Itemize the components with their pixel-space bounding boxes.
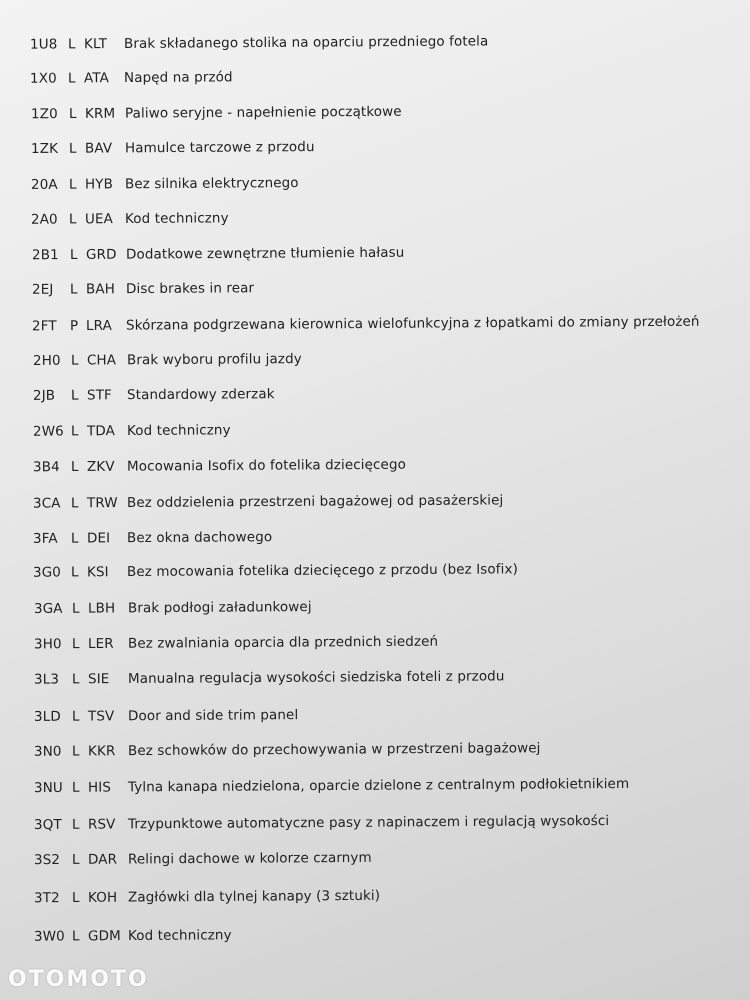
option-flag: L: [67, 70, 76, 87]
option-description: Bez mocowania fotelika dziecięcego z przodu (bez Isofix): [126, 561, 518, 581]
option-code: 3H0: [33, 636, 62, 653]
option-flag: L: [70, 458, 79, 476]
option-short-code: HYB: [84, 176, 114, 193]
option-row: [33, 386, 275, 404]
option-code: 2EJ: [31, 281, 54, 298]
option-code: 2JB: [32, 387, 56, 404]
option-code: 3QT: [33, 816, 62, 834]
option-row: [34, 668, 505, 687]
option-short-code: CHA: [86, 352, 117, 369]
option-short-code: TSV: [87, 708, 115, 725]
option-code: 1U8: [29, 36, 58, 53]
option-description: Bez okna dachowego: [126, 529, 273, 547]
option-row: [34, 707, 298, 725]
option-flag: L: [71, 671, 80, 688]
option-description: Kod techniczny: [126, 422, 231, 440]
option-row: [32, 245, 405, 264]
option-code: 3W0: [33, 928, 65, 945]
option-description: Trzypunktowe automatyczne pasy z napinaczem i regulacją wysokości: [127, 812, 610, 833]
option-short-code: SIE: [87, 671, 110, 688]
option-row: [30, 69, 233, 86]
option-description: Standardowy zderzak: [126, 386, 275, 404]
option-code: 1ZK: [30, 140, 59, 157]
option-row: [32, 280, 254, 298]
option-description: Door and side trim panel: [127, 707, 299, 725]
option-flag: L: [70, 352, 79, 369]
option-row: [33, 457, 406, 476]
option-short-code: KRM: [84, 105, 116, 122]
option-short-code: KOH: [87, 889, 118, 906]
option-description: Kod techniczny: [127, 927, 232, 945]
option-short-code: ZKV: [86, 458, 115, 475]
option-code: 2A0: [30, 211, 58, 228]
option-flag: L: [68, 140, 77, 157]
option-short-code: DAR: [87, 851, 118, 868]
option-flag: L: [70, 423, 79, 440]
option-row: [31, 104, 402, 123]
option-flag: L: [69, 281, 78, 298]
option-short-code: LBH: [87, 600, 116, 617]
option-row: [34, 888, 380, 906]
option-flag: L: [68, 105, 77, 123]
option-row: [31, 210, 229, 227]
option-code: 20A: [30, 176, 58, 193]
option-short-code: TRW: [86, 495, 118, 512]
option-flag: L: [70, 495, 79, 512]
option-flag: L: [71, 779, 80, 796]
option-code: 3L3: [33, 671, 60, 688]
option-flag: L: [70, 387, 79, 404]
option-flag: L: [71, 928, 80, 945]
option-code: 2W6: [32, 423, 64, 440]
option-row: [34, 634, 438, 653]
option-code: 2H0: [32, 352, 61, 369]
option-row: [31, 175, 299, 193]
option-flag: L: [71, 889, 80, 906]
option-row: [34, 813, 609, 833]
option-short-code: UEA: [84, 211, 114, 228]
option-code: 3GA: [33, 600, 63, 617]
option-description: Relingi dachowe w kolorze czarnym: [127, 849, 372, 868]
option-flag: L: [70, 564, 79, 581]
option-description: Paliwo seryjne - napełnienie początkowe: [124, 103, 402, 122]
option-description: Bez oddzielenia przestrzeni bagażowej od pasażerskiej: [126, 492, 504, 511]
option-short-code: STF: [86, 387, 112, 404]
option-description: Tylna kanapa niedzielona, oparcie dzielone z centralnym podłokietnikiem: [127, 775, 630, 796]
option-short-code: LRA: [85, 317, 112, 334]
otomoto-watermark-logo: OTOMOTO: [8, 967, 149, 992]
option-row: [33, 561, 518, 580]
option-code: 3CA: [32, 495, 61, 512]
option-short-code: KSI: [86, 564, 109, 581]
option-flag: L: [69, 246, 78, 264]
option-row: [34, 740, 541, 760]
option-code: 3T2: [33, 890, 60, 907]
option-code: 2FT: [31, 318, 57, 335]
option-flag: L: [71, 600, 80, 617]
option-short-code: BAH: [85, 281, 116, 298]
option-row: [33, 351, 302, 369]
option-short-code: KLT: [83, 36, 108, 53]
option-description: Bez schowków do przechowywania w przestrzeni bagażowej: [127, 740, 541, 760]
option-short-code: BAV: [84, 140, 113, 157]
option-code: 1X0: [29, 70, 57, 87]
option-flag: L: [71, 851, 80, 868]
option-description: Brak składanego stolika na oparciu przedniego fotela: [123, 33, 489, 52]
option-row: [31, 139, 315, 157]
option-description: Hamulce tarczowe z przodu: [124, 139, 315, 157]
option-short-code: LER: [87, 635, 114, 653]
option-row: [34, 927, 232, 944]
option-description: Bez silnika elektrycznego: [124, 175, 299, 193]
option-code: 3S2: [33, 851, 61, 869]
option-flag: P: [69, 318, 79, 335]
option-flag: L: [68, 211, 77, 228]
option-row: [33, 492, 503, 511]
option-row: [33, 529, 272, 547]
option-row: [34, 776, 629, 796]
option-code: 3G0: [32, 564, 62, 581]
option-description: Brak wyboru profilu jazdy: [126, 351, 302, 369]
option-short-code: GRD: [85, 246, 117, 263]
option-short-code: HIS: [87, 779, 112, 796]
option-description: Dodatkowe zewnętrzne tłumienie hałasu: [125, 244, 405, 263]
option-code: 3LD: [33, 708, 61, 725]
option-description: Kod techniczny: [124, 210, 229, 228]
option-description: Brak podłogi załadunkowej: [127, 599, 312, 617]
option-code: 2B1: [31, 247, 59, 264]
option-short-code: RSV: [87, 816, 116, 833]
option-row: [34, 850, 372, 868]
option-row: [30, 33, 488, 52]
option-flag: L: [68, 176, 77, 193]
option-flag: L: [71, 636, 80, 653]
option-code: 3FA: [32, 530, 58, 547]
option-flag: L: [71, 708, 80, 725]
option-code: 3NU: [33, 779, 63, 797]
option-description: Napęd na przód: [123, 69, 233, 87]
option-description: Disc brakes in rear: [125, 280, 255, 298]
option-row: [33, 422, 231, 439]
option-description: Zagłówki dla tylnej kanapy (3 sztuki): [127, 887, 381, 906]
option-flag: L: [71, 743, 80, 760]
option-description: Mocowania Isofix do fotelika dziecięcego: [126, 456, 407, 475]
option-flag: L: [71, 816, 80, 833]
option-short-code: ATA: [83, 70, 109, 87]
option-flag: L: [70, 530, 79, 547]
option-short-code: KKR: [87, 743, 116, 760]
option-short-code: TDA: [86, 423, 116, 440]
option-code: 1Z0: [30, 106, 58, 123]
option-description: Bez zwalniania oparcia dla przednich siedzeń: [127, 633, 439, 652]
option-flag: L: [67, 36, 76, 53]
option-description: Manualna regulacja wysokości siedziska foteli z przodu: [127, 668, 505, 687]
option-short-code: GDM: [87, 928, 121, 945]
option-row: [32, 314, 700, 335]
option-description: Skórzana podgrzewana kierownica wielofunkcyjna z łopatkami do zmiany przełożeń: [125, 313, 700, 334]
option-code: 3B4: [32, 459, 60, 476]
option-row: [34, 599, 312, 617]
option-code: 3N0: [33, 743, 62, 760]
option-short-code: DEI: [86, 530, 111, 547]
